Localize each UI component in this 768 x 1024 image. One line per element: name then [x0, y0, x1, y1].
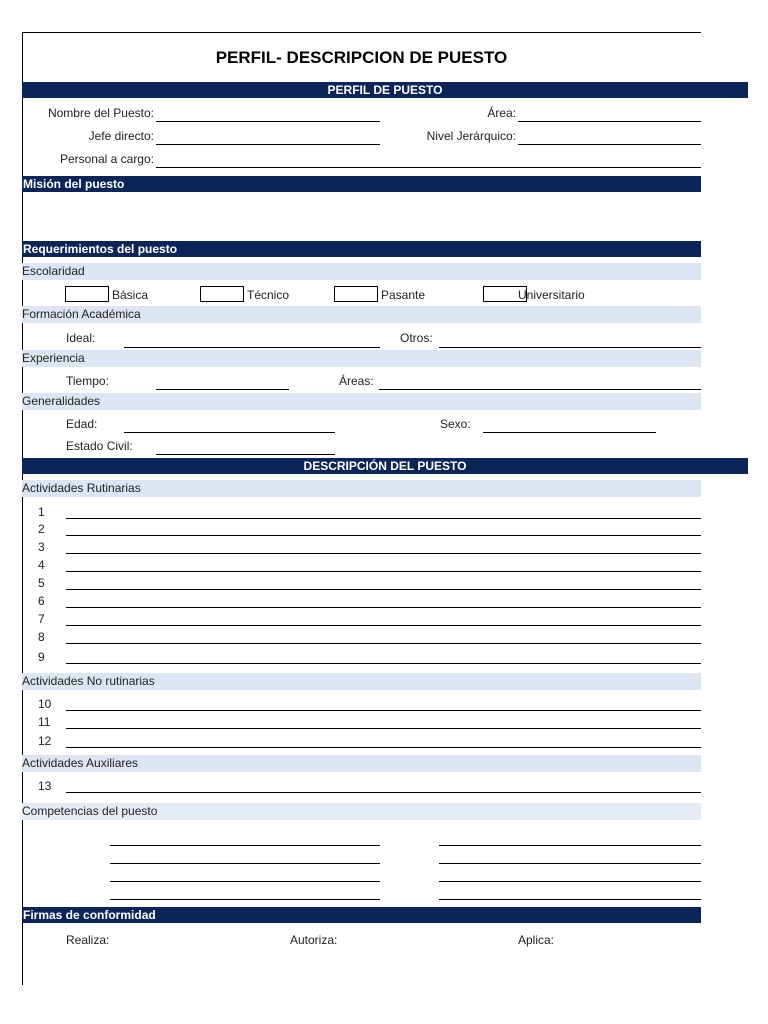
estado-civil-label: Estado Civil:: [66, 439, 133, 453]
basica-label: Básica: [112, 288, 149, 302]
competencia-line[interactable]: [439, 863, 701, 864]
activity-line[interactable]: [66, 589, 701, 590]
auxiliares-label: Actividades Auxiliares: [22, 755, 701, 772]
personal-label: Personal a cargo:: [59, 152, 154, 166]
activity-number: 7: [38, 612, 45, 626]
escolaridad-label: Escolaridad: [22, 263, 701, 280]
activity-line[interactable]: [66, 625, 701, 626]
activity-line[interactable]: [66, 710, 701, 711]
nombre-field[interactable]: [156, 121, 380, 122]
activity-number: 1: [38, 505, 45, 519]
activity-number: 3: [38, 540, 45, 554]
activity-number: 6: [38, 594, 45, 608]
activity-number: 11: [38, 715, 51, 729]
edad-field[interactable]: [124, 432, 335, 433]
mision-text-area[interactable]: [23, 193, 701, 239]
activity-line[interactable]: [66, 518, 701, 519]
descripcion-header: DESCRIPCIÓN DEL PUESTO: [22, 458, 748, 474]
nivel-label: Nivel Jerárquico:: [426, 129, 516, 143]
sexo-label: Sexo:: [440, 417, 471, 431]
nombre-label: Nombre del Puesto:: [47, 106, 154, 120]
mision-header: Misión del puesto: [22, 176, 701, 192]
activity-number: 2: [38, 522, 45, 536]
activity-number: 8: [38, 630, 45, 644]
tiempo-field[interactable]: [156, 389, 289, 390]
tiempo-label: Tiempo:: [66, 374, 109, 388]
competencia-line[interactable]: [439, 899, 701, 900]
jefe-label: Jefe directo:: [88, 129, 154, 143]
activity-line[interactable]: [66, 792, 701, 793]
personal-field[interactable]: [156, 167, 701, 168]
jefe-field[interactable]: [156, 144, 380, 145]
activity-line[interactable]: [66, 607, 701, 608]
activity-line[interactable]: [66, 553, 701, 554]
experiencia-label: Experiencia: [22, 350, 701, 367]
activity-number: 12: [38, 734, 52, 748]
competencia-line[interactable]: [110, 899, 380, 900]
activity-line[interactable]: [66, 663, 701, 664]
tecnico-label: Técnico: [247, 288, 290, 302]
requerimientos-header: Requerimientos del puesto: [22, 241, 701, 257]
basica-checkbox[interactable]: [65, 286, 109, 302]
otros-label: Otros:: [400, 331, 433, 345]
pasante-label: Pasante: [381, 288, 426, 302]
rutinarias-label: Actividades Rutinarias: [22, 480, 701, 497]
sexo-field[interactable]: [483, 432, 656, 433]
activity-line[interactable]: [66, 747, 701, 748]
page-title: PERFIL- DESCRIPCION DE PUESTO: [215, 48, 508, 67]
universitario-label: Universitario: [518, 288, 585, 302]
activity-number: 5: [38, 576, 45, 590]
activity-number: 10: [38, 697, 52, 711]
competencia-line[interactable]: [110, 881, 380, 882]
competencia-line[interactable]: [110, 863, 380, 864]
activity-number: 9: [38, 650, 45, 664]
ideal-label: Ideal:: [66, 331, 96, 345]
activity-line[interactable]: [66, 728, 701, 729]
perfil-header: PERFIL DE PUESTO: [22, 82, 748, 98]
area-field[interactable]: [518, 121, 701, 122]
activity-line[interactable]: [66, 571, 701, 572]
areas-field[interactable]: [379, 389, 701, 390]
competencias-label: Competencias del puesto: [22, 803, 701, 820]
areas-label: Áreas:: [339, 374, 374, 388]
otros-field[interactable]: [439, 347, 701, 348]
nivel-field[interactable]: [518, 144, 701, 145]
pasante-checkbox[interactable]: [334, 286, 378, 302]
frame-left-line: [22, 32, 23, 985]
competencia-line[interactable]: [110, 845, 380, 846]
activity-number: 4: [38, 558, 45, 572]
frame-top-line: [22, 32, 701, 33]
no-rutinarias-label: Actividades No rutinarias: [22, 673, 701, 690]
ideal-field[interactable]: [124, 347, 380, 348]
edad-label: Edad:: [66, 417, 98, 431]
autoriza-label: Autoriza:: [290, 933, 338, 947]
area-label: Área:: [487, 106, 516, 120]
tecnico-checkbox[interactable]: [200, 286, 244, 302]
formacion-label: Formación Académica: [22, 306, 701, 323]
activity-line[interactable]: [66, 535, 701, 536]
competencia-line[interactable]: [439, 845, 701, 846]
competencia-line[interactable]: [439, 881, 701, 882]
activity-line[interactable]: [66, 643, 701, 644]
realiza-label: Realiza:: [66, 933, 110, 947]
activity-number: 13: [38, 779, 52, 793]
firmas-header: Firmas de conformidad: [22, 907, 701, 923]
estado-civil-field[interactable]: [156, 454, 335, 455]
aplica-label: Aplica:: [518, 933, 555, 947]
generalidades-label: Generalidades: [22, 393, 701, 410]
